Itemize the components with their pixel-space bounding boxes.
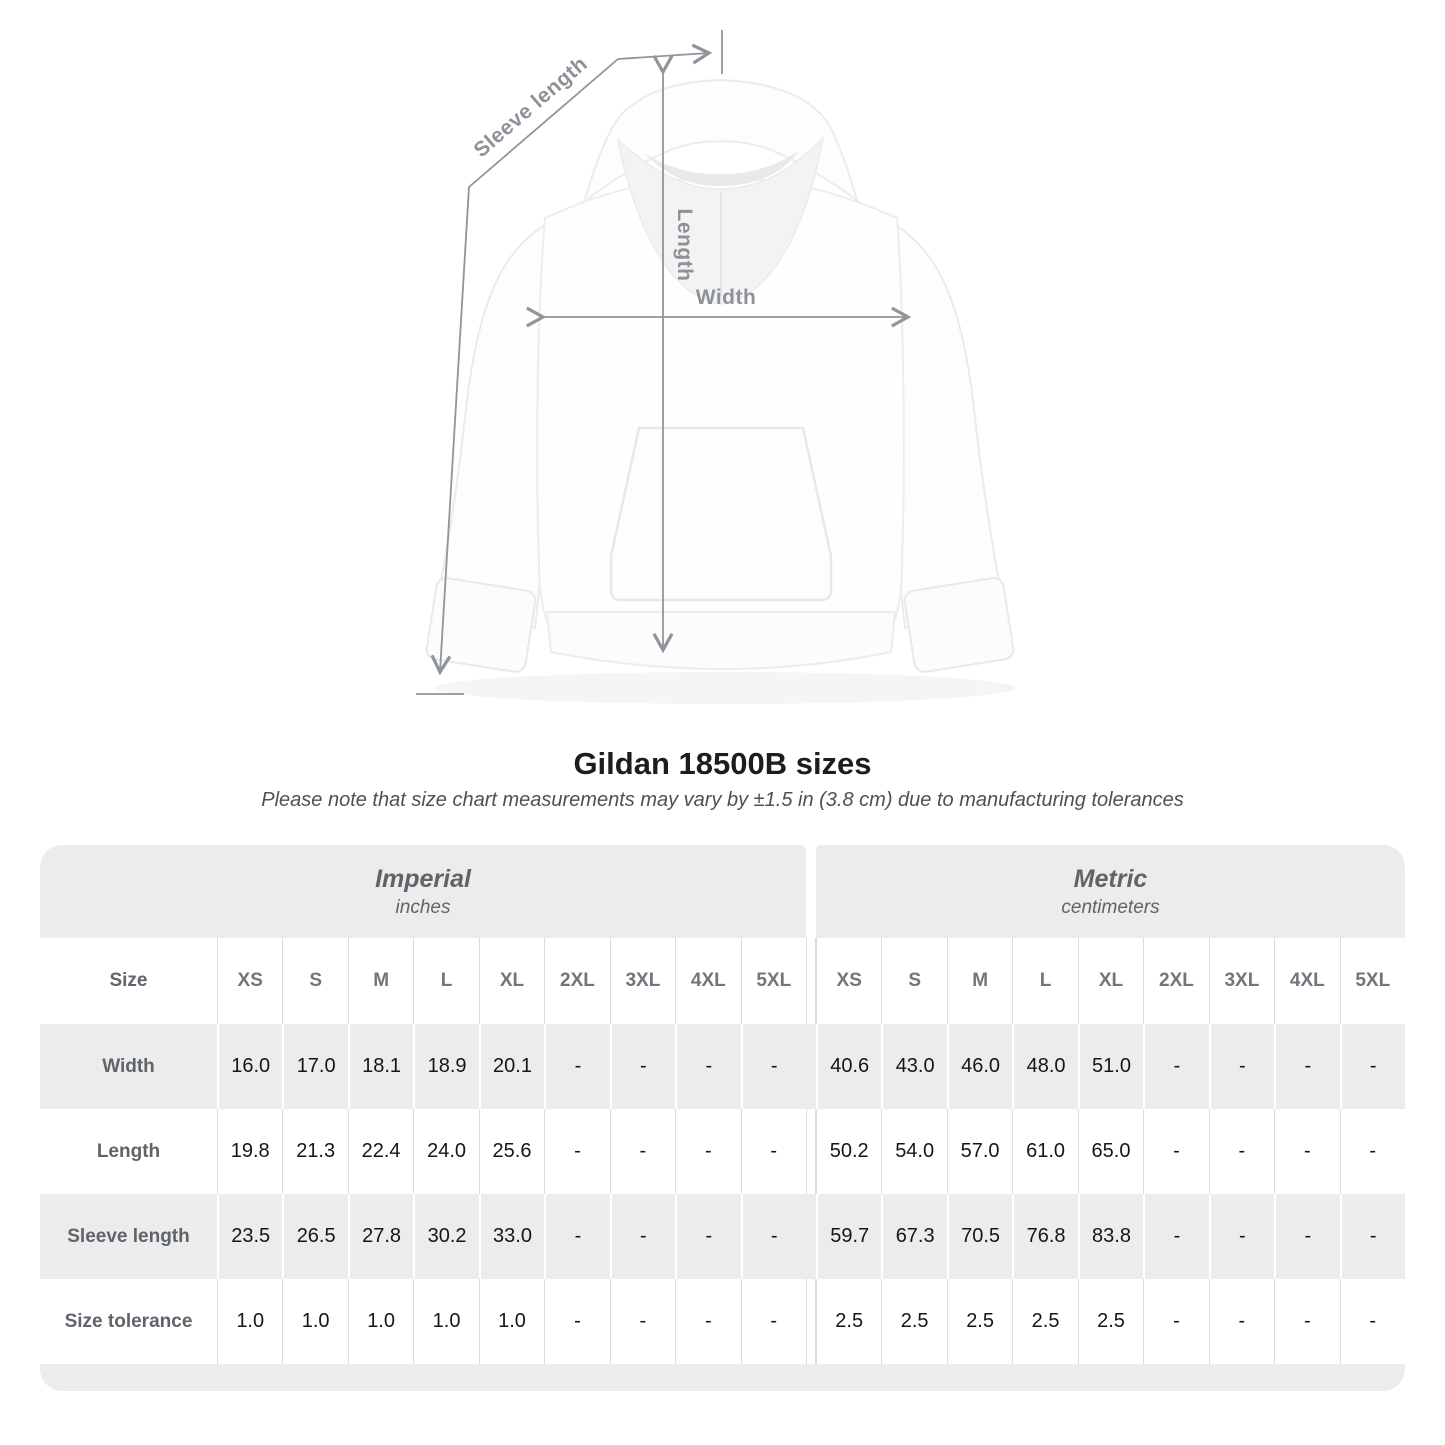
size-col-header: L	[1012, 938, 1077, 1024]
table-cell: -	[1274, 1194, 1339, 1279]
imperial-title: Imperial	[375, 864, 471, 893]
measure-row-label: Size tolerance	[40, 1279, 217, 1364]
size-col-header: M	[947, 938, 1012, 1024]
unit-header-row	[40, 845, 1405, 938]
table-cell: 18.9	[413, 1024, 478, 1109]
table-cell: 59.7	[816, 1194, 881, 1279]
size-col-header: 2XL	[1143, 938, 1208, 1024]
table-cell: 21.3	[282, 1109, 347, 1194]
size-col-header: XS	[816, 938, 881, 1024]
table-row	[40, 938, 1405, 1024]
table-row	[40, 1109, 1405, 1194]
tolerance-note: Please note that size chart measurements may vary by ±1.5 in (3.8 cm) due to manufacturing tolerances	[261, 789, 1184, 811]
table-cell: 33.0	[479, 1194, 544, 1279]
table-cell: 2.5	[947, 1279, 1012, 1364]
table-cell: 2.5	[881, 1279, 946, 1364]
table-cell: 61.0	[1012, 1109, 1077, 1194]
size-col-header: 3XL	[1209, 938, 1274, 1024]
metric-title: Metric	[1073, 864, 1148, 893]
unit-divider	[806, 1194, 816, 1279]
table-cell: 51.0	[1078, 1024, 1143, 1109]
table-cell: 23.5	[217, 1194, 282, 1279]
size-col-header: M	[348, 938, 413, 1024]
table-cell: -	[1209, 1109, 1274, 1194]
table-cell: 67.3	[881, 1194, 946, 1279]
size-col-header: XS	[217, 938, 282, 1024]
table-cell: 57.0	[947, 1109, 1012, 1194]
table-cell: -	[1340, 1024, 1405, 1109]
table-cell: 19.8	[217, 1109, 282, 1194]
table-cell: -	[544, 1024, 609, 1109]
hoodie-illustration	[385, 0, 1085, 720]
table-cell: -	[675, 1279, 740, 1364]
measure-row-label: Length	[40, 1109, 217, 1194]
size-col-header: 5XL	[1340, 938, 1405, 1024]
table-cell: 20.1	[479, 1024, 544, 1109]
measure-row-label: Width	[40, 1024, 217, 1109]
table-cell: -	[1340, 1194, 1405, 1279]
table-cell: 70.5	[947, 1194, 1012, 1279]
table-cell: 54.0	[881, 1109, 946, 1194]
metric-unit: centimeters	[1061, 896, 1160, 918]
page-title: Gildan 18500B sizes	[573, 746, 872, 781]
table-cell: -	[1274, 1279, 1339, 1364]
table-cell: 24.0	[413, 1109, 478, 1194]
size-col-header: L	[413, 938, 478, 1024]
metric-header	[816, 845, 1405, 938]
size-col-header: XL	[479, 938, 544, 1024]
size-col-header: 3XL	[610, 938, 675, 1024]
table-cell: -	[610, 1024, 675, 1109]
table-cell: 43.0	[881, 1024, 946, 1109]
table-cell: -	[741, 1109, 806, 1194]
unit-divider	[806, 1109, 816, 1194]
size-table	[40, 845, 1405, 1391]
table-cell: 50.2	[816, 1109, 881, 1194]
table-cell: 65.0	[1078, 1109, 1143, 1194]
size-col-header: S	[282, 938, 347, 1024]
size-col-header: 2XL	[544, 938, 609, 1024]
table-cell: 48.0	[1012, 1024, 1077, 1109]
unit-divider	[806, 1024, 816, 1109]
size-col-header: 5XL	[741, 938, 806, 1024]
table-cell: -	[1209, 1279, 1274, 1364]
table-cell: -	[1143, 1109, 1208, 1194]
table-cell: -	[544, 1194, 609, 1279]
pocket	[611, 428, 831, 600]
length-label: Length	[673, 208, 696, 282]
table-cell: 2.5	[1078, 1279, 1143, 1364]
table-cell: -	[675, 1024, 740, 1109]
unit-divider	[806, 1279, 816, 1364]
table-cell: -	[741, 1194, 806, 1279]
table-cell: 2.5	[816, 1279, 881, 1364]
width-label: Width	[695, 286, 757, 309]
table-cell: -	[1340, 1109, 1405, 1194]
table-cell: 83.8	[1078, 1194, 1143, 1279]
table-cell: 1.0	[413, 1279, 478, 1364]
table-cell: -	[544, 1109, 609, 1194]
table-cell: -	[675, 1194, 740, 1279]
table-cell: -	[1143, 1279, 1208, 1364]
table-cell: 18.1	[348, 1024, 413, 1109]
measure-row-label: Sleeve length	[40, 1194, 217, 1279]
table-row	[40, 1024, 1405, 1109]
hem-band	[547, 612, 895, 669]
table-cell: 40.6	[816, 1024, 881, 1109]
table-cell: 76.8	[1012, 1194, 1077, 1279]
table-cell: -	[610, 1279, 675, 1364]
table-cell: -	[741, 1024, 806, 1109]
table-cell: 26.5	[282, 1194, 347, 1279]
table-cell: 2.5	[1012, 1279, 1077, 1364]
table-cell: 1.0	[348, 1279, 413, 1364]
size-col-header: 4XL	[1274, 938, 1339, 1024]
imperial-unit: inches	[395, 896, 451, 918]
table-cell: -	[1274, 1024, 1339, 1109]
table-cell: 17.0	[282, 1024, 347, 1109]
table-cell: 30.2	[413, 1194, 478, 1279]
sleeve-length-label: Sleeve length	[469, 52, 593, 163]
imperial-header	[40, 845, 806, 938]
table-cell: 1.0	[282, 1279, 347, 1364]
garment-shadow	[435, 672, 1015, 704]
table-cell: -	[544, 1279, 609, 1364]
table-footer	[40, 1364, 1405, 1391]
table-cell: -	[1143, 1024, 1208, 1109]
table-cell: -	[1143, 1194, 1208, 1279]
table-cell: 46.0	[947, 1024, 1012, 1109]
table-cell: 1.0	[479, 1279, 544, 1364]
table-cell: -	[610, 1194, 675, 1279]
unit-divider	[806, 938, 816, 1024]
size-row-label: Size	[40, 938, 217, 1024]
size-col-header: 4XL	[675, 938, 740, 1024]
table-cell: -	[1209, 1024, 1274, 1109]
table-cell: 22.4	[348, 1109, 413, 1194]
table-cell: -	[610, 1109, 675, 1194]
table-cell: -	[1209, 1194, 1274, 1279]
table-cell: -	[675, 1109, 740, 1194]
size-col-header: S	[881, 938, 946, 1024]
table-cell: -	[741, 1279, 806, 1364]
size-col-header: XL	[1078, 938, 1143, 1024]
table-cell: 25.6	[479, 1109, 544, 1194]
table-cell: 27.8	[348, 1194, 413, 1279]
table-row	[40, 1194, 1405, 1279]
table-cell: 16.0	[217, 1024, 282, 1109]
table-row	[40, 1279, 1405, 1364]
table-cell: -	[1274, 1109, 1339, 1194]
table-cell: 1.0	[217, 1279, 282, 1364]
table-cell: -	[1340, 1279, 1405, 1364]
